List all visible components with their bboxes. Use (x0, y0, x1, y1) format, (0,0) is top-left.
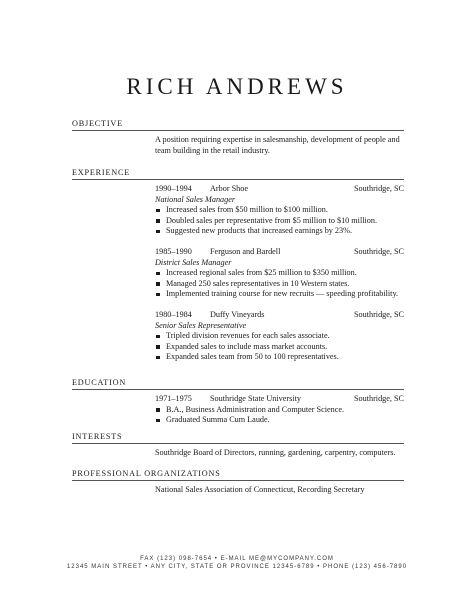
organizations-heading: PROFESSIONAL ORGANIZATIONS (72, 469, 404, 481)
education-dates: 1971–1975 (155, 394, 192, 403)
job-company: Ferguson and Bardell (210, 246, 281, 256)
bullet-item: Implemented training course for new recruits — speeding profitability. (155, 289, 404, 300)
education-heading: EDUCATION (72, 378, 404, 390)
job-header (155, 247, 404, 258)
job-title: District Sales Manager (155, 257, 232, 267)
objective-section (72, 119, 404, 156)
experience-list (155, 184, 404, 363)
job-bullets (155, 331, 404, 363)
bullet-item: Expanded sales to include mass market accounts. (155, 342, 404, 353)
job-location: Southridge, SC (353, 246, 404, 256)
job-title: National Sales Manager (155, 194, 236, 204)
job-bullets (155, 268, 404, 300)
experience-section (72, 168, 404, 373)
bullet-item: Managed 250 sales representatives in 10 Western states. (155, 279, 404, 290)
job-dates: 1985–1990 (155, 246, 192, 256)
job-header (155, 184, 404, 195)
bullet-item: Suggested new products that increased earnings by 23%. (155, 226, 404, 237)
job-location: Southridge, SC (353, 184, 404, 193)
job-entry (155, 310, 404, 363)
organizations-section (72, 469, 404, 496)
job-location: Southridge, SC (353, 309, 404, 319)
education-school: Southridge State University (210, 394, 301, 403)
job-entry (155, 247, 404, 300)
interests-section (72, 432, 404, 459)
job-dates: 1980–1984 (155, 309, 192, 319)
education-body (155, 394, 404, 426)
objective-heading: OBJECTIVE (72, 119, 404, 131)
experience-heading: EXPERIENCE (72, 168, 404, 180)
bullet-item: Increased sales from $50 million to $100 million. (155, 205, 404, 216)
job-title: Senior Sales Representative (155, 320, 247, 330)
job-entry (155, 184, 404, 237)
contact-footer (0, 555, 474, 571)
education-location: Southridge, SC (353, 394, 404, 403)
organizations-text: National Sales Association of Connecticut, Recording Secretary (155, 485, 365, 494)
job-header (155, 310, 404, 321)
education-section (72, 378, 404, 426)
bullet-item: Expanded sales team from 50 to 100 representatives. (155, 352, 404, 363)
education-header (155, 394, 404, 405)
resume-name: RICH ANDREWS (126, 74, 348, 99)
interests-text: Southridge Board of Directors, running, gardening, carpentry, computers. (155, 448, 396, 457)
job-dates: 1990–1994 (155, 184, 192, 193)
objective-text: A position requiring expertise in salesmanship, development of people and team building in the retail industry. (155, 135, 400, 155)
job-company: Duffy Vineyards (210, 309, 265, 319)
bullet-item: Doubled sales per representative from $5 million to $10 million. (155, 216, 404, 227)
footer-line-address-phone: 12345 MAIN STREET • ANY CITY, STATE OR PROVINCE 12345-6789 • PHONE (123) 456-7890 (66, 564, 408, 570)
interests-heading: INTERESTS (72, 432, 404, 444)
bullet-item: Increased regional sales from $25 million to $350 million. (155, 268, 404, 279)
education-bullets (155, 405, 404, 426)
job-company: Arbor Shoe (210, 184, 248, 193)
footer-line-fax-email: FAX (123) 098-7654 • E-MAIL ME@MYCOMPANY.COM (140, 556, 334, 562)
bullet-item: Graduated Summa Cum Laude. (155, 415, 404, 426)
job-bullets (155, 205, 404, 237)
bullet-item: B.A., Business Administration and Computer Science. (155, 405, 404, 416)
bullet-item: Tripled division revenues for each sales associate. (155, 331, 404, 342)
